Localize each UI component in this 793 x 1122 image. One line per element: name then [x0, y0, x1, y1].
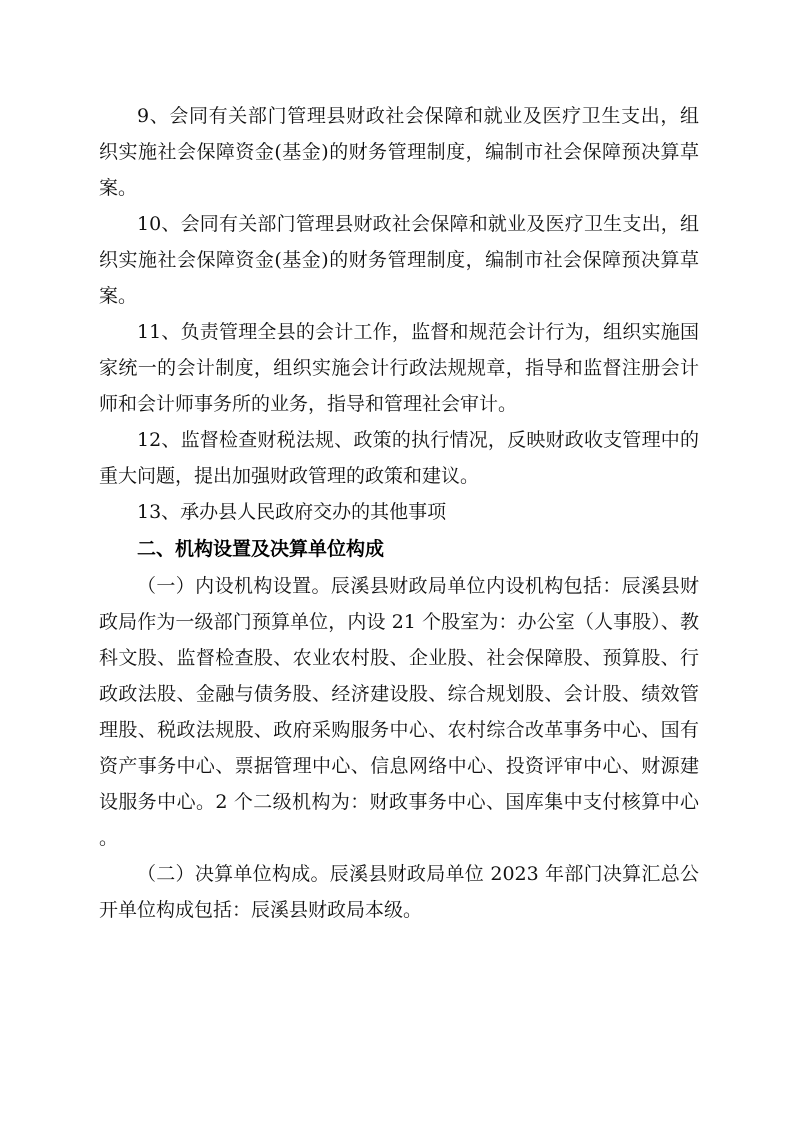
document-body — [99, 98, 699, 928]
budget-unit-paragraph: （二）决算单位构成。辰溪县财政局单位 2023 年部门决算汇总公开单位构成包括：辰溪县财政局本级。 — [99, 863, 699, 921]
internal-structure-paragraph: （一）内设机构设置。辰溪县财政局单位内设机构包括：辰溪县财政局作为一级部门预算单位，内设 21 个股室为：办公室（人事股）、教科文股、监督检查股、农业农村股、企业股、社会保障股、预算股、行政政法股、金融与债务股、经济建设股、综合规划股、会计股、绩效管理股、税政法规股、政府采购服务中心、农村综合改革事务中心、国有资产事务中心、票据管理中心、信息网络中心、投资评审中心、财源建设服务中心。2 个二级机构为：财政事务中心、国库集中支付核算中心。 — [99, 575, 699, 849]
duty-item-9: 9、会同有关部门管理县财政社会保障和就业及医疗卫生支出，组织实施社会保障资金(基金)的财务管理制度，编制市社会保障预决算草案。 — [99, 105, 699, 199]
duty-item-13: 13、承办县人民政府交办的其他事项 — [137, 501, 447, 523]
duty-item-12: 12、监督检查财税法规、政策的执行情况，反映财政收支管理中的重大问题，提出加强财政管理的政策和建议。 — [99, 429, 699, 487]
duty-item-10: 10、会同有关部门管理县财政社会保障和就业及医疗卫生支出，组织实施社会保障资金(基金)的财务管理制度，编制市社会保障预决算草案。 — [99, 213, 699, 307]
section-heading: 二、机构设置及决算单位构成 — [137, 538, 385, 560]
duty-item-11: 11、负责管理全县的会计工作，监督和规范会计行为，组织实施国家统一的会计制度，组织实施会计行政法规规章，指导和监督注册会计师和会计师事务所的业务，指导和管理社会审计。 — [99, 321, 699, 415]
